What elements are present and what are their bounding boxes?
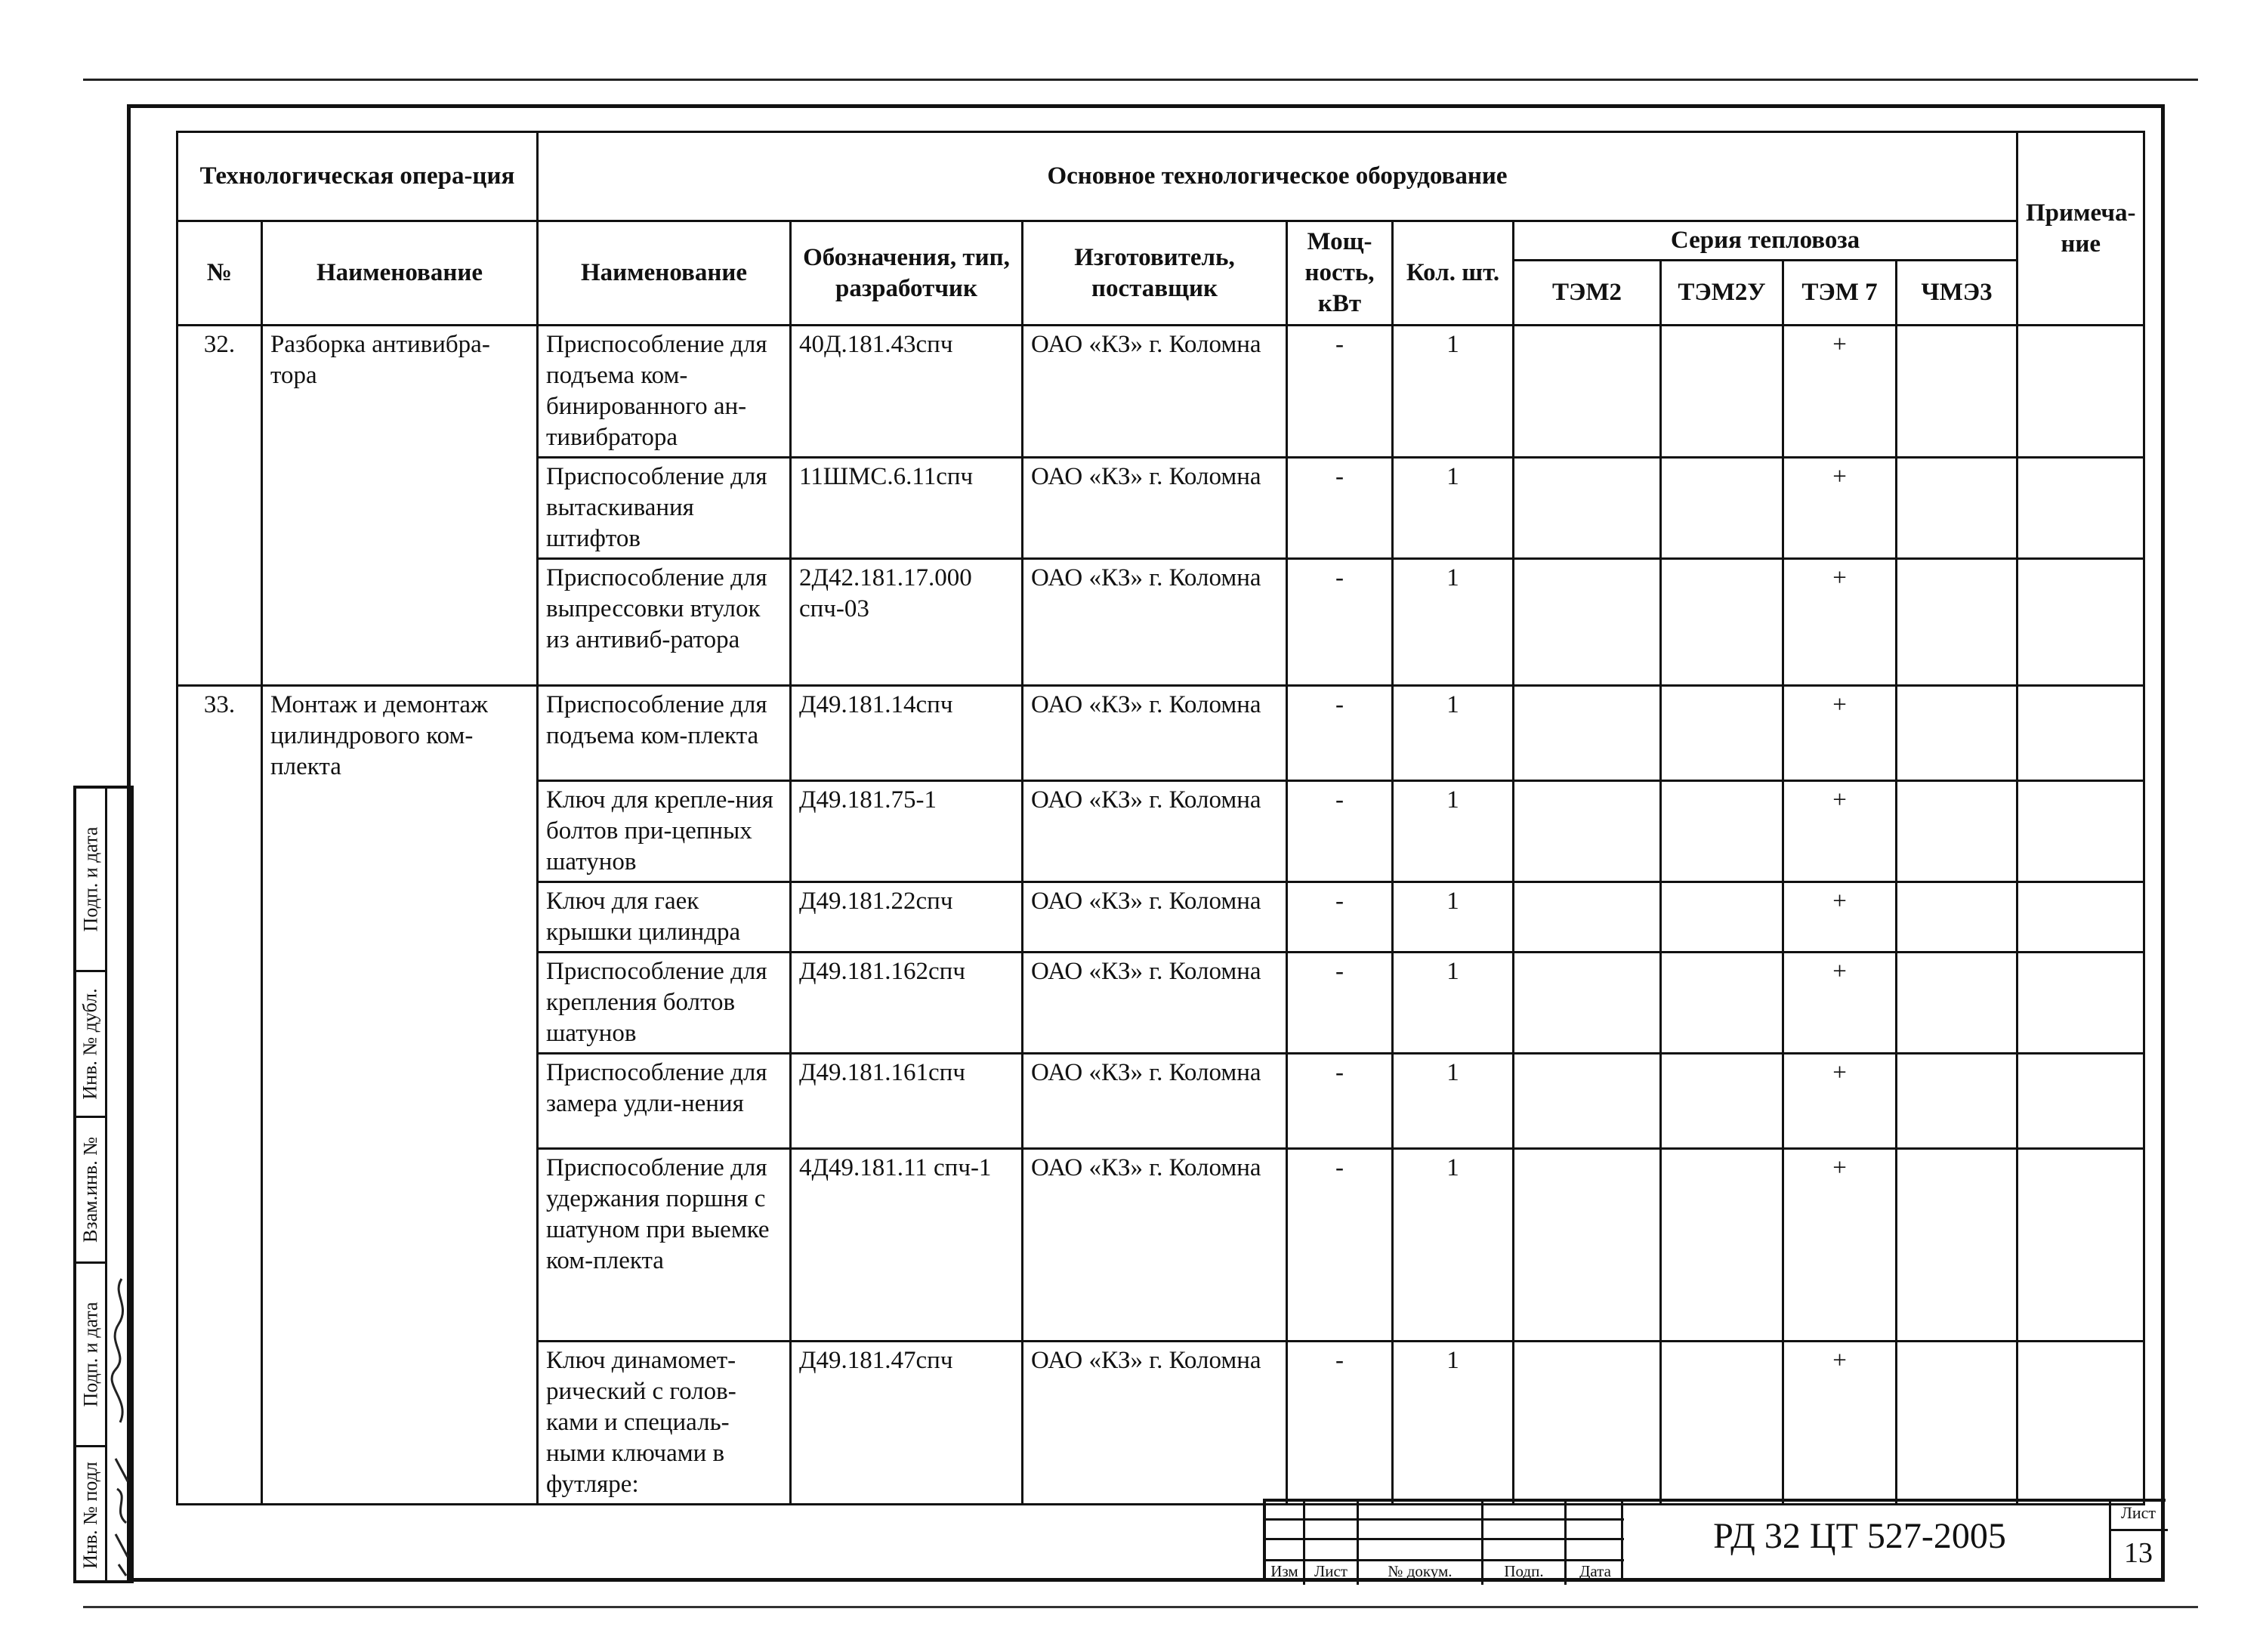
tem2-cell [1514, 953, 1661, 1054]
label-signature: Подп. [1504, 1562, 1544, 1580]
designation: Д49.181.47спч [791, 1342, 1023, 1505]
manufacturer: ОАО «КЗ» г. Коломна [1023, 882, 1287, 953]
tem7-cell: + [1783, 781, 1897, 882]
tem7-cell: + [1783, 1342, 1897, 1505]
note-cell [2017, 781, 2144, 882]
stamp-inv-orig: Инв. № подл [79, 1462, 101, 1569]
header-op-name: Наименование [262, 221, 538, 326]
tem2u-cell [1661, 326, 1783, 458]
stamp-inv-dup: Инв. № дубл. [79, 988, 101, 1100]
tem7-cell: + [1783, 458, 1897, 559]
quantity: 1 [1393, 458, 1514, 559]
header-series-tem2: ТЭМ2 [1514, 261, 1661, 326]
tem7-cell: + [1783, 1054, 1897, 1149]
handwritten-inv-number [108, 1447, 134, 1583]
tem2-cell [1514, 458, 1661, 559]
table-row [178, 686, 2144, 781]
header-designation: Обозначения, тип, разработчик [791, 221, 1023, 326]
note-cell [2017, 882, 2144, 953]
op-number: 33. [178, 686, 262, 1505]
chme3-cell [1897, 1149, 2017, 1342]
tem2u-cell [1661, 559, 1783, 686]
tem2-cell [1514, 1149, 1661, 1342]
top-rule [83, 79, 2198, 81]
note-cell [2017, 326, 2144, 458]
tem2-cell [1514, 781, 1661, 882]
handwritten-signature [108, 1264, 134, 1445]
equipment-name: Приспособление для подъема ком-бинированного ан-тивибратора [538, 326, 791, 458]
tem7-cell: + [1783, 686, 1897, 781]
designation: Д49.181.75-1 [791, 781, 1023, 882]
designation: Д49.181.161спч [791, 1054, 1023, 1149]
manufacturer: ОАО «КЗ» г. Коломна [1023, 953, 1287, 1054]
tem2-cell [1514, 559, 1661, 686]
quantity: 1 [1393, 781, 1514, 882]
header-series-tem2u: ТЭМ2У [1661, 261, 1783, 326]
note-cell [2017, 953, 2144, 1054]
header-power: Мощ-ность, кВт [1287, 221, 1393, 326]
chme3-cell [1897, 458, 2017, 559]
quantity: 1 [1393, 1149, 1514, 1342]
tem2-cell [1514, 686, 1661, 781]
header-manufacturer: Изготовитель, поставщик [1023, 221, 1287, 326]
op-number: 32. [178, 326, 262, 686]
grid-row-line [1266, 1559, 1624, 1561]
designation: Д49.181.22спч [791, 882, 1023, 953]
note-cell [2017, 1054, 2144, 1149]
note-cell [2017, 686, 2144, 781]
power: - [1287, 953, 1393, 1054]
quantity: 1 [1393, 326, 1514, 458]
margin-stamp [73, 786, 134, 1583]
tem2u-cell [1661, 781, 1783, 882]
tem2u-cell [1661, 458, 1783, 559]
stamp-sign-date-1: Подп. и дата [79, 826, 101, 932]
quantity: 1 [1393, 882, 1514, 953]
quantity: 1 [1393, 686, 1514, 781]
designation: 40Д.181.43спч [791, 326, 1023, 458]
chme3-cell [1897, 1342, 2017, 1505]
power: - [1287, 1342, 1393, 1505]
bottom-rule [83, 1606, 2198, 1608]
tem7-cell: + [1783, 559, 1897, 686]
sheet-box [2109, 1499, 2166, 1582]
header-series-tem7: ТЭМ 7 [1783, 261, 1897, 326]
stamp-sign-date-2: Подп. и дата [79, 1302, 101, 1407]
label-list: Лист [1314, 1562, 1348, 1580]
tem2-cell [1514, 1342, 1661, 1505]
equipment-name: Приспособление для вытаскивания штифтов [538, 458, 791, 559]
power: - [1287, 458, 1393, 559]
equipment-name: Приспособление для подъема ком-плекта [538, 686, 791, 781]
tem2u-cell [1661, 686, 1783, 781]
grid-row-line [1266, 1538, 1624, 1540]
chme3-cell [1897, 781, 2017, 882]
power: - [1287, 326, 1393, 458]
power: - [1287, 781, 1393, 882]
op-name: Разборка антивибра-тора [262, 326, 538, 686]
label-doc-number: № докум. [1388, 1562, 1453, 1580]
manufacturer: ОАО «КЗ» г. Коломна [1023, 458, 1287, 559]
manufacturer: ОАО «КЗ» г. Коломна [1023, 1149, 1287, 1342]
designation: 2Д42.181.17.000 спч-03 [791, 559, 1023, 686]
table-row [178, 326, 2144, 458]
power: - [1287, 686, 1393, 781]
designation: 4Д49.181.11 спч-1 [791, 1149, 1023, 1342]
manufacturer: ОАО «КЗ» г. Коломна [1023, 781, 1287, 882]
manufacturer: ОАО «КЗ» г. Коломна [1023, 686, 1287, 781]
tem7-cell: + [1783, 326, 1897, 458]
manufacturer: ОАО «КЗ» г. Коломна [1023, 1054, 1287, 1149]
tem2-cell [1514, 882, 1661, 953]
header-series: Серия тепловоза [1514, 221, 2017, 261]
chme3-cell [1897, 953, 2017, 1054]
header-note: Примеча-ние [2017, 132, 2144, 326]
chme3-cell [1897, 882, 2017, 953]
chme3-cell [1897, 1054, 2017, 1149]
chme3-cell [1897, 326, 2017, 458]
label-date: Дата [1579, 1562, 1611, 1580]
power: - [1287, 1149, 1393, 1342]
quantity: 1 [1393, 1342, 1514, 1505]
inv-scribble [108, 1451, 134, 1579]
op-name: Монтаж и демонтаж цилиндрового ком-плекта [262, 686, 538, 1505]
header-num: № [178, 221, 262, 326]
tem2u-cell [1661, 882, 1783, 953]
tem2u-cell [1661, 953, 1783, 1054]
designation: Д49.181.14спч [791, 686, 1023, 781]
chme3-cell [1897, 559, 2017, 686]
manufacturer: ОАО «КЗ» г. Коломна [1023, 326, 1287, 458]
equipment-name: Ключ для гаек крышки цилиндра [538, 882, 791, 953]
equipment-name: Ключ для крепле-ния болтов при-цепных шатунов [538, 781, 791, 882]
sheet-number: 13 [2124, 1537, 2153, 1569]
revision-grid [1263, 1499, 1621, 1582]
note-cell [2017, 559, 2144, 686]
equipment-name: Приспособление для крепления болтов шатунов [538, 953, 791, 1054]
designation: Д49.181.162спч [791, 953, 1023, 1054]
equipment-name: Приспособление для замера удли-нения [538, 1054, 791, 1149]
equipment-name: Ключ динамомет-рический с голов-ками и специаль-ными ключами в футляре: [538, 1342, 791, 1505]
sheet-divider [2111, 1529, 2168, 1531]
manufacturer: ОАО «КЗ» г. Коломна [1023, 1342, 1287, 1505]
header-qty: Кол. шт. [1393, 221, 1514, 326]
header-tech-op: Технологическая опера-ция [178, 132, 538, 221]
stamp-divider [105, 789, 107, 1580]
tem7-cell: + [1783, 882, 1897, 953]
label-izm: Изм [1270, 1562, 1298, 1580]
tem2u-cell [1661, 1054, 1783, 1149]
power: - [1287, 1054, 1393, 1149]
note-cell [2017, 1342, 2144, 1505]
tem2-cell [1514, 326, 1661, 458]
manufacturer: ОАО «КЗ» г. Коломна [1023, 559, 1287, 686]
sheet-label: Лист [2120, 1503, 2156, 1522]
header-main-equipment: Основное технологическое оборудование [538, 132, 2017, 221]
quantity: 1 [1393, 1054, 1514, 1149]
tem2-cell [1514, 1054, 1661, 1149]
tem7-cell: + [1783, 953, 1897, 1054]
designation: 11ШМС.6.11спч [791, 458, 1023, 559]
power: - [1287, 559, 1393, 686]
signature-scribble [108, 1271, 134, 1437]
document-code: РД 32 ЦТ 527-2005 [1713, 1516, 2006, 1556]
header-series-chme3: ЧМЭ3 [1897, 261, 2017, 326]
tem2u-cell [1661, 1342, 1783, 1505]
header-eq-name: Наименование [538, 221, 791, 326]
equipment-name: Приспособление для выпрессовки втулок из антивиб-ратора [538, 559, 791, 686]
equipment-name: Приспособление для удержания поршня с шатуном при выемке ком-плекта [538, 1149, 791, 1342]
stamp-replace-inv: Взам.инв. № [79, 1136, 101, 1243]
power: - [1287, 882, 1393, 953]
equipment-table [176, 131, 2145, 1505]
note-cell [2017, 458, 2144, 559]
grid-row-line [1266, 1518, 1624, 1521]
quantity: 1 [1393, 559, 1514, 686]
tem2u-cell [1661, 1149, 1783, 1342]
chme3-cell [1897, 686, 2017, 781]
tem7-cell: + [1783, 1149, 1897, 1342]
title-block [1263, 1499, 2166, 1582]
note-cell [2017, 1149, 2144, 1342]
quantity: 1 [1393, 953, 1514, 1054]
